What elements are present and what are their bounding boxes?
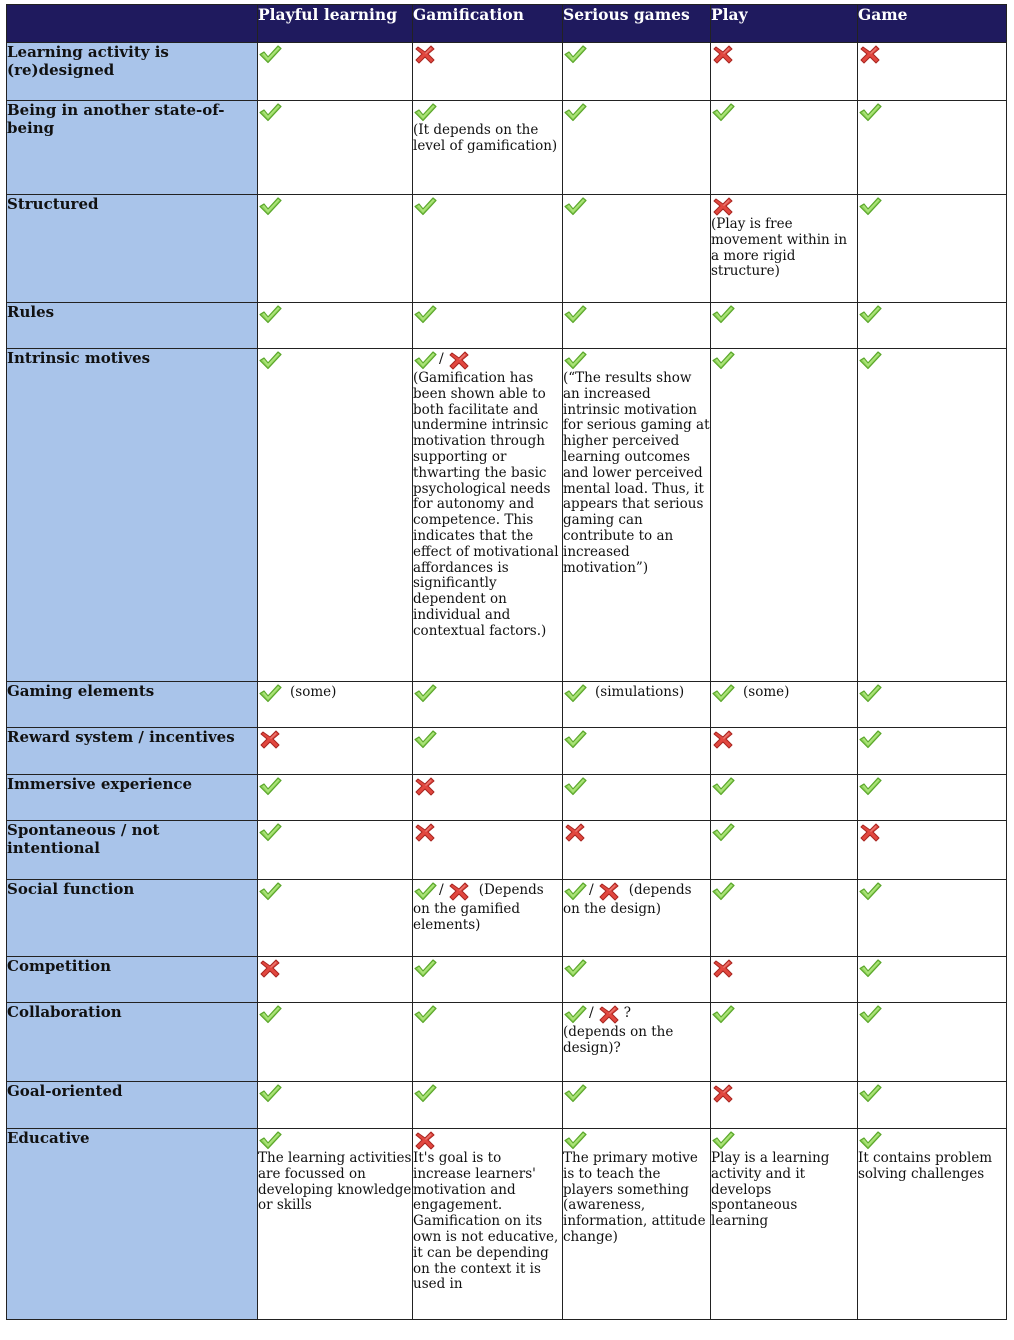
header-corner <box>7 5 258 43</box>
cell-play <box>711 1082 858 1129</box>
cell-marks <box>858 1129 1006 1151</box>
cell-play <box>711 349 858 682</box>
cell-marks <box>258 682 412 704</box>
check-icon <box>858 957 882 979</box>
table-row <box>7 43 1007 101</box>
cell-inline-note: (Depends <box>478 882 544 899</box>
cell-marks <box>563 43 710 65</box>
check-icon <box>858 1003 882 1025</box>
cell-playful-learning <box>258 303 413 349</box>
cell-play <box>711 775 858 821</box>
cell-marks <box>563 775 710 797</box>
cell-marks <box>563 1129 710 1151</box>
cell-inline-note: (depends <box>628 882 692 899</box>
cell-serious-games <box>563 880 711 957</box>
row-label: Social function <box>7 880 258 957</box>
check-icon <box>563 682 587 704</box>
cell-game <box>858 1129 1007 1320</box>
cell-marks <box>858 1003 1006 1025</box>
cell-marks <box>258 43 412 65</box>
cell-serious-games <box>563 775 711 821</box>
cell-marks <box>711 682 857 704</box>
cross-icon <box>711 195 735 217</box>
cell-gamification <box>413 957 563 1003</box>
cell-gamification <box>413 101 563 195</box>
cell-gamification <box>413 880 563 957</box>
cell-marks <box>413 728 562 750</box>
cell-marks <box>711 1129 857 1151</box>
check-icon <box>563 101 587 123</box>
check-icon <box>258 1082 282 1104</box>
cell-playful-learning <box>258 821 413 880</box>
check-icon <box>858 1129 882 1151</box>
check-icon <box>413 1082 437 1104</box>
check-icon <box>858 880 882 902</box>
table-row <box>7 682 1007 728</box>
check-icon <box>413 349 437 371</box>
cell-game <box>858 775 1007 821</box>
table-body <box>7 43 1007 1320</box>
cell-game <box>858 1003 1007 1082</box>
cell-marks <box>858 880 1006 902</box>
table-row <box>7 957 1007 1003</box>
cell-note: on the design) <box>563 901 661 917</box>
check-icon <box>258 349 282 371</box>
cell-marks <box>413 1129 562 1151</box>
check-icon <box>563 349 587 371</box>
cross-icon <box>413 1129 437 1151</box>
cell-game <box>858 43 1007 101</box>
cell-marks <box>413 349 562 371</box>
cell-playful-learning <box>258 349 413 682</box>
header-game: Game <box>858 5 1007 43</box>
cell-marks <box>413 43 562 65</box>
cell-playful-learning <box>258 1003 413 1082</box>
slash-separator: / <box>439 882 444 899</box>
cell-marks <box>858 195 1006 217</box>
cell-note: (“The results show an increased intrinsic motivation for serious gaming at higher perceived learning outcomes and lower perceived mental load. Thus, it appears that serious gaming can contribute to an increased motivation”) <box>563 370 710 576</box>
cell-marks <box>563 682 710 704</box>
cell-game <box>858 880 1007 957</box>
cell-marks <box>711 880 857 902</box>
cross-icon <box>711 43 735 65</box>
cell-gamification <box>413 349 563 682</box>
row-label: Structured <box>7 195 258 303</box>
cell-serious-games <box>563 682 711 728</box>
table-row <box>7 101 1007 195</box>
cell-marks <box>711 728 857 750</box>
cell-marks <box>413 1003 562 1025</box>
table-row <box>7 1129 1007 1320</box>
header-serious-games: Serious games <box>563 5 711 43</box>
check-icon <box>413 682 437 704</box>
cell-playful-learning <box>258 195 413 303</box>
cell-play <box>711 303 858 349</box>
cell-marks <box>563 349 710 371</box>
row-label: Immersive experience <box>7 775 258 821</box>
slash-separator: / <box>589 882 594 899</box>
cell-marks <box>258 957 412 979</box>
check-icon <box>413 728 437 750</box>
cell-marks <box>711 349 857 371</box>
cell-play <box>711 1129 858 1320</box>
table-row <box>7 349 1007 682</box>
cell-marks <box>258 1129 412 1151</box>
cell-marks <box>563 880 710 902</box>
check-icon <box>858 349 882 371</box>
cell-marks <box>563 821 710 843</box>
cell-note: It contains problem solving challenges <box>858 1150 993 1182</box>
cell-marks <box>258 1082 412 1104</box>
check-icon <box>858 682 882 704</box>
cell-gamification <box>413 821 563 880</box>
cell-gamification <box>413 775 563 821</box>
check-icon <box>858 101 882 123</box>
cell-playful-learning <box>258 728 413 775</box>
row-label: Reward system / incentives <box>7 728 258 775</box>
check-icon <box>413 195 437 217</box>
row-label: Rules <box>7 303 258 349</box>
cell-note: on the gamified elements) <box>413 901 520 933</box>
cell-marks <box>413 880 562 902</box>
cross-icon <box>711 728 735 750</box>
check-icon <box>258 303 282 325</box>
cell-marks <box>858 957 1006 979</box>
cell-gamification <box>413 1003 563 1082</box>
cell-inline-note: ? <box>623 1005 631 1022</box>
cell-inline-note: (some) <box>290 684 337 701</box>
table-row <box>7 1003 1007 1082</box>
cross-icon <box>413 43 437 65</box>
cell-gamification <box>413 682 563 728</box>
cell-play <box>711 682 858 728</box>
row-label: Collaboration <box>7 1003 258 1082</box>
check-icon <box>711 349 735 371</box>
cross-icon <box>258 728 282 750</box>
check-icon <box>711 880 735 902</box>
cell-gamification <box>413 43 563 101</box>
row-label: Gaming elements <box>7 682 258 728</box>
cell-marks <box>258 728 412 750</box>
cell-marks <box>258 101 412 123</box>
check-icon <box>563 43 587 65</box>
cell-marks <box>711 101 857 123</box>
cell-marks <box>563 957 710 979</box>
check-icon <box>711 1003 735 1025</box>
cell-game <box>858 349 1007 682</box>
check-icon <box>258 880 282 902</box>
row-label: Spontaneous / not intentional <box>7 821 258 880</box>
cell-serious-games <box>563 728 711 775</box>
cell-marks <box>563 195 710 217</box>
check-icon <box>711 682 735 704</box>
cell-inline-note: (simulations) <box>595 684 685 701</box>
cell-marks <box>711 1082 857 1104</box>
cell-marks <box>711 195 857 217</box>
table-row <box>7 1082 1007 1129</box>
cell-marks <box>858 821 1006 843</box>
cross-icon <box>563 821 587 843</box>
cell-marks <box>711 775 857 797</box>
cell-serious-games <box>563 1003 711 1082</box>
check-icon <box>258 1003 282 1025</box>
slash-separator: / <box>589 1005 594 1022</box>
row-label: Educative <box>7 1129 258 1320</box>
cell-game <box>858 101 1007 195</box>
cell-serious-games <box>563 303 711 349</box>
cell-marks <box>858 682 1006 704</box>
cell-serious-games <box>563 821 711 880</box>
cross-icon <box>413 821 437 843</box>
cell-marks <box>858 728 1006 750</box>
cell-play <box>711 101 858 195</box>
cell-play <box>711 957 858 1003</box>
cell-marks <box>858 43 1006 65</box>
cell-marks <box>711 821 857 843</box>
cell-marks <box>258 1003 412 1025</box>
table-row <box>7 728 1007 775</box>
check-icon <box>563 775 587 797</box>
cell-marks <box>258 195 412 217</box>
cell-gamification <box>413 728 563 775</box>
cell-playful-learning <box>258 1082 413 1129</box>
cell-marks <box>711 43 857 65</box>
table-row <box>7 195 1007 303</box>
check-icon <box>711 1129 735 1151</box>
cell-marks <box>858 1082 1006 1104</box>
cell-serious-games <box>563 43 711 101</box>
check-icon <box>258 195 282 217</box>
cell-marks <box>413 1082 562 1104</box>
cell-note: It's goal is to increase learners' motivation and engagement. Gamification on its own is not educative, it can be depending on the context it is used in <box>413 1150 559 1293</box>
check-icon <box>413 880 437 902</box>
cross-icon <box>413 775 437 797</box>
check-icon <box>858 195 882 217</box>
cell-marks <box>413 682 562 704</box>
check-icon <box>563 1082 587 1104</box>
cell-serious-games <box>563 1129 711 1320</box>
cell-gamification <box>413 1082 563 1129</box>
cell-serious-games <box>563 349 711 682</box>
cell-marks <box>858 303 1006 325</box>
cell-marks <box>258 775 412 797</box>
check-icon <box>563 303 587 325</box>
check-icon <box>258 682 282 704</box>
cell-play <box>711 43 858 101</box>
table-row <box>7 880 1007 957</box>
cell-play <box>711 821 858 880</box>
cell-playful-learning <box>258 682 413 728</box>
check-icon <box>563 957 587 979</box>
cell-gamification <box>413 303 563 349</box>
slash-separator: / <box>439 351 444 368</box>
cell-marks <box>858 101 1006 123</box>
cell-serious-games <box>563 195 711 303</box>
check-icon <box>413 303 437 325</box>
cell-marks <box>258 880 412 902</box>
cross-icon <box>711 957 735 979</box>
cell-gamification <box>413 1129 563 1320</box>
check-icon <box>711 101 735 123</box>
cell-inline-note: (some) <box>743 684 790 701</box>
cell-marks <box>413 775 562 797</box>
cell-playful-learning <box>258 775 413 821</box>
check-icon <box>258 775 282 797</box>
cell-play <box>711 880 858 957</box>
check-icon <box>258 1129 282 1151</box>
cell-marks <box>563 1003 710 1025</box>
cell-marks <box>413 195 562 217</box>
cell-game <box>858 957 1007 1003</box>
comparison-table <box>6 4 1007 1320</box>
cell-marks <box>413 303 562 325</box>
cross-icon <box>597 880 621 902</box>
row-label: Goal-oriented <box>7 1082 258 1129</box>
cell-gamification <box>413 195 563 303</box>
cross-icon <box>258 957 282 979</box>
cross-icon <box>711 1082 735 1104</box>
cell-playful-learning <box>258 880 413 957</box>
cell-note: The primary motive is to teach the players something (awareness, information, attitude change) <box>563 1150 706 1245</box>
check-icon <box>858 728 882 750</box>
cell-marks <box>563 1082 710 1104</box>
check-icon <box>858 1082 882 1104</box>
cell-marks <box>563 728 710 750</box>
cell-marks <box>258 349 412 371</box>
check-icon <box>858 303 882 325</box>
header-gamification: Gamification <box>413 5 563 43</box>
cell-play <box>711 1003 858 1082</box>
cell-note: Play is a learning activity and it develops spontaneous learning <box>711 1150 830 1230</box>
check-icon <box>858 775 882 797</box>
cell-note: (depends on the design)? <box>563 1024 674 1056</box>
header-play: Play <box>711 5 858 43</box>
cell-playful-learning <box>258 43 413 101</box>
cell-marks <box>563 303 710 325</box>
cell-playful-learning <box>258 957 413 1003</box>
row-label: Being in another state-of-being <box>7 101 258 195</box>
cell-note: The learning activities are focussed on developing knowledge or skills <box>258 1150 412 1214</box>
cross-icon <box>597 1003 621 1025</box>
cell-game <box>858 195 1007 303</box>
cell-marks <box>563 101 710 123</box>
check-icon <box>711 821 735 843</box>
cell-note: (Gamification has been shown able to both facilitate and undermine intrinsic motivation through supporting or thwarting the basic psychological needs for autonomy and competence. This indicates that the effect of motivational affordances is significantly dependent on individual and contextual factors.) <box>413 370 559 639</box>
cell-game <box>858 1082 1007 1129</box>
cross-icon <box>858 43 882 65</box>
row-label: Intrinsic motives <box>7 349 258 682</box>
cell-marks <box>413 821 562 843</box>
cell-play <box>711 195 858 303</box>
cell-game <box>858 728 1007 775</box>
cell-marks <box>711 303 857 325</box>
header-playful-learning: Playful learning <box>258 5 413 43</box>
cell-serious-games <box>563 1082 711 1129</box>
cross-icon <box>447 880 471 902</box>
cell-playful-learning <box>258 101 413 195</box>
check-icon <box>563 195 587 217</box>
row-label: Competition <box>7 957 258 1003</box>
cell-serious-games <box>563 957 711 1003</box>
row-label: Learning activity is (re)designed <box>7 43 258 101</box>
cell-marks <box>258 303 412 325</box>
table-row <box>7 303 1007 349</box>
check-icon <box>258 821 282 843</box>
cell-game <box>858 821 1007 880</box>
check-icon <box>563 1003 587 1025</box>
check-icon <box>563 728 587 750</box>
table-row <box>7 821 1007 880</box>
check-icon <box>258 101 282 123</box>
cell-play <box>711 728 858 775</box>
cell-note: (Play is free movement within in a more rigid structure) <box>711 216 848 280</box>
check-icon <box>413 957 437 979</box>
cell-marks <box>413 101 562 123</box>
cell-marks <box>858 349 1006 371</box>
header-row <box>7 5 1007 43</box>
cell-marks <box>711 1003 857 1025</box>
check-icon <box>413 1003 437 1025</box>
cell-game <box>858 682 1007 728</box>
cell-game <box>858 303 1007 349</box>
check-icon <box>711 775 735 797</box>
cell-marks <box>711 957 857 979</box>
check-icon <box>563 880 587 902</box>
cross-icon <box>858 821 882 843</box>
cell-note: (It depends on the level of gamification) <box>413 122 558 154</box>
cell-marks <box>858 775 1006 797</box>
cell-marks <box>413 957 562 979</box>
table-row <box>7 775 1007 821</box>
check-icon <box>563 1129 587 1151</box>
check-icon <box>711 303 735 325</box>
check-icon <box>258 43 282 65</box>
cell-playful-learning <box>258 1129 413 1320</box>
cell-marks <box>258 821 412 843</box>
check-icon <box>413 101 437 123</box>
cross-icon <box>447 349 471 371</box>
cell-serious-games <box>563 101 711 195</box>
